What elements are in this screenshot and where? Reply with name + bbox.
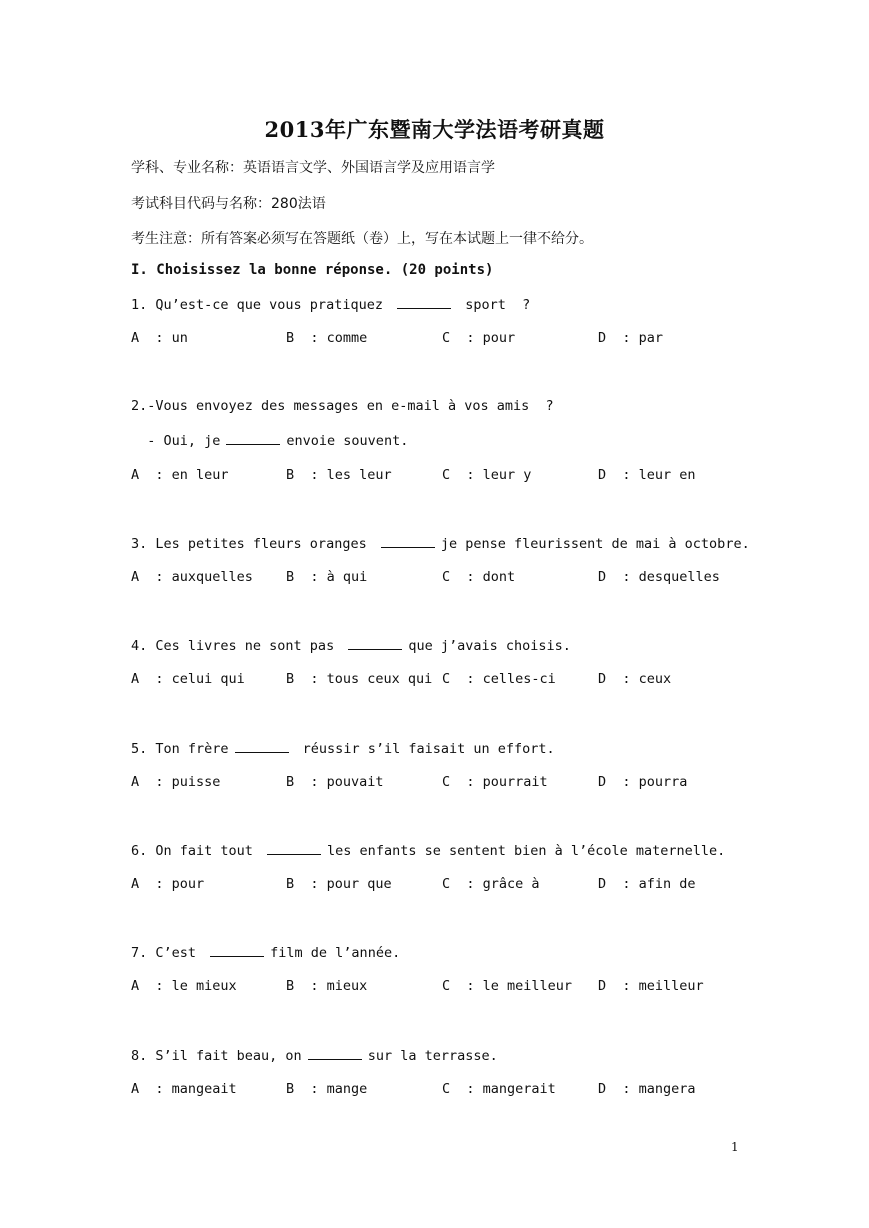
question-text-before: 7. C’est xyxy=(131,945,205,961)
question-8 xyxy=(131,1047,498,1064)
answer-blank xyxy=(381,535,435,548)
notice-line: 考生注意：所有答案必须写在答题纸（卷）上，写在本试题上一律不给分。 xyxy=(131,231,593,247)
option-b: B : comme xyxy=(286,330,368,346)
question-text-after: envoie souvent. xyxy=(286,433,409,449)
option-a: A : puisse xyxy=(131,774,221,790)
question-5 xyxy=(131,740,555,757)
answer-blank xyxy=(308,1047,362,1060)
page-number: 1 xyxy=(731,1140,739,1154)
option-a: A : pour xyxy=(131,876,205,892)
question-text-before: 5. Ton frère xyxy=(131,741,229,757)
exam-code-line: 考试科目代码与名称：280法语 xyxy=(131,196,326,212)
option-a: A : en leur xyxy=(131,467,229,483)
option-c: C : grâce à xyxy=(442,876,540,892)
options-5 xyxy=(131,774,751,792)
option-c: C : mangerait xyxy=(442,1081,556,1097)
option-b: B : à qui xyxy=(286,569,368,585)
question-text-before: 6. On fait tout xyxy=(131,843,262,859)
question-text-after: les enfants se sentent bien à l’école maternelle. xyxy=(327,843,726,859)
option-c: C : pour xyxy=(442,330,516,346)
option-d: D : meilleur xyxy=(598,978,704,994)
question-text-after: réussir s’il faisait un effort. xyxy=(294,741,555,757)
question-text-after: je pense fleurissent de mai à octobre. xyxy=(440,536,750,552)
answer-blank xyxy=(235,740,289,753)
option-d: D : ceux xyxy=(598,671,672,687)
question-text-before: 8. S’il fait beau, on xyxy=(131,1048,302,1064)
question-2-line1: 2.-Vous envoyez des messages en e-mail à vos amis ? xyxy=(131,398,554,414)
question-text-before: 1. Qu’est-ce que vous pratiquez xyxy=(131,297,392,313)
question-1 xyxy=(131,296,530,313)
question-text-before: - Oui, je xyxy=(131,433,221,449)
answer-blank xyxy=(226,432,280,445)
question-text-before: 3. Les petites fleurs oranges xyxy=(131,536,375,552)
option-b: B : les leur xyxy=(286,467,392,483)
option-c: C : le meilleur xyxy=(442,978,573,994)
question-text-after: film de l’année. xyxy=(270,945,401,961)
options-2 xyxy=(131,467,751,485)
option-c: C : dont xyxy=(442,569,516,585)
option-c: C : pourrait xyxy=(442,774,548,790)
question-7 xyxy=(131,944,400,961)
subject-line: 学科、专业名称：英语语言文学、外国语言学及应用语言学 xyxy=(131,160,495,176)
option-d: D : desquelles xyxy=(598,569,720,585)
question-4 xyxy=(131,637,571,654)
option-b: B : pour que xyxy=(286,876,392,892)
option-a: A : mangeait xyxy=(131,1081,237,1097)
page-title: 2013年广东暨南大学法语考研真题 xyxy=(264,117,605,142)
options-1 xyxy=(131,330,751,348)
answer-blank xyxy=(397,296,451,309)
options-6 xyxy=(131,876,751,894)
question-text-after: sur la terrasse. xyxy=(367,1048,498,1064)
answer-blank xyxy=(267,842,321,855)
option-b: B : mieux xyxy=(286,978,368,994)
option-d: D : mangera xyxy=(598,1081,696,1097)
question-6 xyxy=(131,842,725,859)
answer-blank xyxy=(210,944,264,957)
option-a: A : celui qui xyxy=(131,671,245,687)
options-7 xyxy=(131,978,751,996)
question-text-before: 4. Ces livres ne sont pas xyxy=(131,638,343,654)
options-8 xyxy=(131,1081,751,1099)
question-3 xyxy=(131,535,750,552)
option-b: B : pouvait xyxy=(286,774,384,790)
question-2 xyxy=(131,432,408,449)
option-d: D : leur en xyxy=(598,467,696,483)
option-c: C : celles-ci xyxy=(442,671,556,687)
option-d: D : pourra xyxy=(598,774,688,790)
question-text-after: que j’avais choisis. xyxy=(408,638,571,654)
option-a: A : le mieux xyxy=(131,978,237,994)
section-title: I. Choisissez la bonne réponse. (20 points) xyxy=(131,262,494,278)
option-a: A : un xyxy=(131,330,188,346)
answer-blank xyxy=(348,637,402,650)
question-text-after: sport ? xyxy=(457,297,531,313)
option-a: A : auxquelles xyxy=(131,569,253,585)
options-3 xyxy=(131,569,751,587)
options-4 xyxy=(131,671,751,689)
option-d: D : par xyxy=(598,330,664,346)
option-c: C : leur y xyxy=(442,467,532,483)
option-b: B : tous ceux qui xyxy=(286,671,433,687)
option-b: B : mange xyxy=(286,1081,368,1097)
option-d: D : afin de xyxy=(598,876,696,892)
